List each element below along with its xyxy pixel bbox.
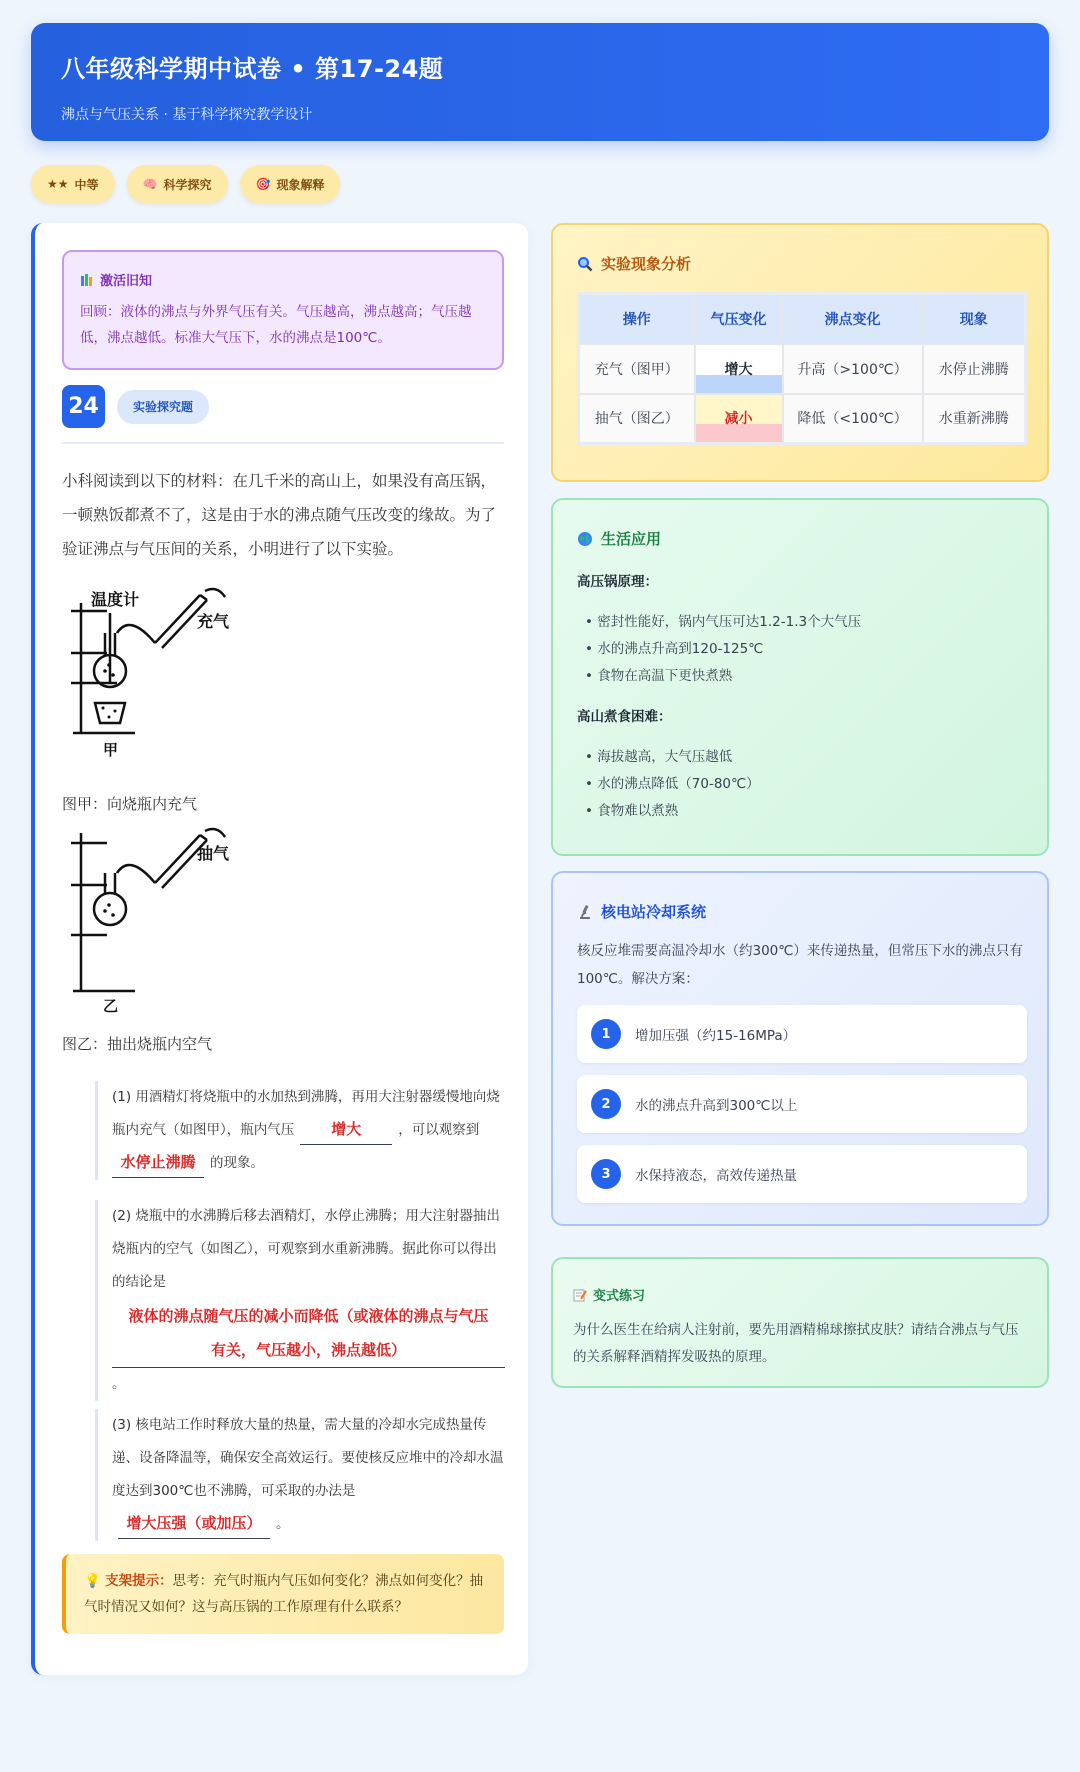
globe-icon [577,531,593,547]
analysis-table [577,292,1027,445]
list-item: • 海拔越高，大气压越低 [585,749,733,765]
practice-text: 为什么医生在给病人注射前，要先用酒精棉球擦拭皮肤？请结合沸点与气压的关系解释酒精挥发吸热的原理。 [573,1322,1019,1365]
target-icon: 🎯 [255,177,271,191]
life-application-card [551,498,1049,856]
figure-b-caption: 图乙：抽出烧瓶内空气 [62,1035,213,1053]
nuclear-title: 核电站冷却系统 [601,903,707,921]
page-header [31,23,1049,141]
table-header-row [579,294,1026,344]
sub-question-2 [95,1200,505,1401]
nuclear-cooling-card [551,871,1049,1226]
q2-text: (2) 烧瓶中的水沸腾后移去酒精灯，水停止沸腾；用大注射器抽出烧瓶内的空气（如图乙），可观察到水重新沸腾。据此你可以得出的结论是 [112,1208,500,1290]
brain-icon: 🧠 [142,177,158,191]
hint-text: 思考：充气时瓶内气压如何变化？沸点如何变化？抽气时情况又如何？这与高压锅的工作原理有什么联系？ [84,1573,484,1615]
figure-a-thermometer-label: 温度计 [91,590,140,609]
step-number: 2 [591,1089,621,1119]
tag-label: 现象解释 [276,177,325,192]
question-type-badge: 实验探究题 [117,390,209,424]
list-item: • 食物难以煮熟 [585,803,679,819]
q3-answer-method[interactable]: 增大压强（或加压） [118,1508,270,1539]
figure-a-label: 甲 [103,741,119,759]
analysis-title: 实验现象分析 [601,255,692,273]
sub-question-3 [95,1409,505,1541]
list-item: • 食物在高温下更快煮熟 [585,668,733,684]
table-cell: 充气（图甲） [579,344,695,394]
q3-text: (3) 核电站工作时释放大量的热量，需大量的冷却水完成热量传递、设备降温等，确保安全高效运行。要使核反应堆中的冷却水温度达到300℃也不沸腾，可采取的办法是 [112,1417,504,1499]
table-cell: 降低（<100℃） [783,394,923,444]
figure-b-action-label: 抽气 [197,844,230,863]
table-cell: 水重新沸腾 [923,394,1026,444]
solution-step [577,1145,1027,1203]
solution-step [577,1005,1027,1063]
step-number: 1 [591,1019,621,1049]
scaffold-hint [62,1554,504,1634]
life-title: 生活应用 [601,530,662,548]
step-number: 3 [591,1159,621,1189]
practice-title: 变式练习 [593,1289,646,1304]
analysis-card [551,223,1049,482]
table-cell: 水停止沸腾 [923,344,1026,394]
activate-title: 激活旧知 [100,274,153,289]
figure-b-apparatus [65,823,255,1013]
table-row [579,344,1026,394]
list-item: • 水的沸点降低（70-80℃） [585,776,760,792]
lightbulb-icon: 💡 [84,1573,101,1589]
q1-answer-phenomenon[interactable]: 水停止沸腾 [112,1147,204,1178]
q1-answer-pressure[interactable]: 增大 [300,1114,392,1145]
memo-icon [573,1288,587,1302]
q1-text-a: (1) 用酒精灯将烧瓶中的水加热到沸腾，再用大注射器缓慢地向烧瓶内充气（如图甲），瓶内气压 [112,1089,500,1138]
list-item: • 密封性能好，锅内气压可达1.2-1.3个大气压 [585,614,862,630]
q2-end: 。 [112,1376,126,1392]
magnifier-icon [577,256,593,272]
tag-science-inquiry[interactable] [127,165,228,203]
question-panel [31,223,528,1675]
books-icon [80,273,94,287]
figure-a-action-label: 充气 [197,612,230,631]
step-text: 增加压强（约15-16MPa） [635,1028,797,1044]
table-cell-pressure-up: 增大 [695,344,783,394]
divider [62,442,504,444]
sub-question-1 [95,1081,505,1180]
table-cell: 升高（>100℃） [783,344,923,394]
q1-text-c: 的现象。 [210,1155,264,1171]
table-header: 现象 [923,294,1026,344]
tag-phenomenon[interactable] [240,165,341,203]
figure-a-apparatus [65,583,255,773]
tag-label: 科学探究 [163,177,212,192]
table-header: 操作 [579,294,695,344]
question-header [62,385,209,428]
page-title: 八年级科学期中试卷 • 第17-24题 [61,55,444,83]
tag-row [31,165,340,203]
solution-step [577,1075,1027,1133]
table-header: 气压变化 [695,294,783,344]
practice-card [551,1257,1049,1388]
tag-difficulty[interactable] [31,165,115,203]
table-header: 沸点变化 [783,294,923,344]
figure-b-label: 乙 [103,997,119,1013]
q2-answer-conclusion[interactable]: 液体的沸点随气压的减小而降低（或液体的沸点与气压有关，气压越小，沸点越低） [112,1299,505,1368]
tag-label: 中等 [74,177,99,192]
activate-knowledge-box [62,250,504,370]
q1-text-b: ，可以观察到 [398,1122,480,1138]
step-text: 水保持液态，高效传递热量 [635,1168,797,1184]
table-row [579,394,1026,444]
list-item: • 水的沸点升高到120-125℃ [585,641,764,657]
step-text: 水的沸点升高到300℃以上 [635,1098,798,1114]
activate-content: 回顾：液体的沸点与外界气压有关。气压越高，沸点越高；气压越低，沸点越低。标准大气压下，水的沸点是100℃。 [80,304,472,346]
microscope-icon [577,904,593,920]
table-cell: 抽气（图乙） [579,394,695,444]
hint-label: 支架提示： [105,1573,173,1589]
figure-a-caption: 图甲：向烧瓶内充气 [62,795,198,813]
page-subtitle: 沸点与气压关系 · 基于科学探究教学设计 [61,107,313,123]
table-cell-pressure-down: 减小 [695,394,783,444]
question-number: 24 [62,385,105,428]
nuclear-description: 核反应堆需要高温冷却水（约300℃）来传递热量，但常压下水的沸点只有100℃。解决方案： [577,943,1023,987]
q3-end: 。 [276,1516,290,1532]
life-section-heading: 高压锅原理： [577,574,658,590]
life-section-heading: 高山煮食困难： [577,709,672,725]
question-intro: 小科阅读到以下的材料：在几千米的高山上，如果没有高压锅，一顿熟饭都煮不了，这是由于水的沸点随气压改变的缘故。为了验证沸点与气压间的关系，小明进行了以下实验。 [62,472,497,558]
star-icon: ★★ [47,177,69,191]
